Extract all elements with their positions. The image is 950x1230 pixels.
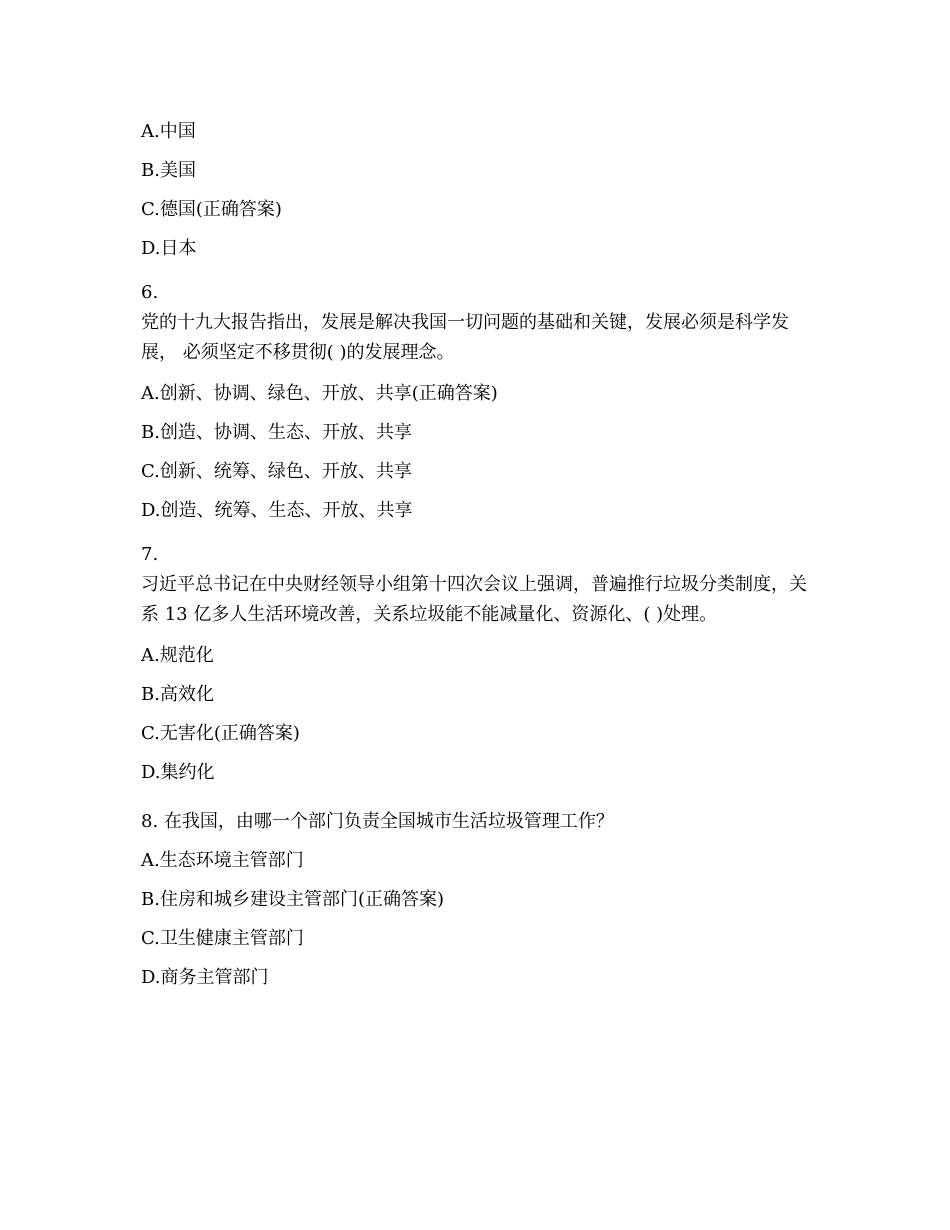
option-a: A.规范化 [141,645,214,666]
option-d: D.创造、统筹、生态、开放、共享 [141,500,413,521]
question-text: 8. 在我国，由哪一个部门负责全国城市生活垃圾管理工作？ [141,811,614,832]
question-text: 习近平总书记在中央财经领导小组第十四次会议上强调，普遍推行垃圾分类制度，关系 13 亿多人生活环境改善，关系垃圾能不能减量化、资源化、( )处理。 [141,574,807,625]
option-d: D.日本 [141,238,197,259]
spacer [141,792,821,802]
option-c: C.创新、统筹、绿色、开放、共享 [141,461,412,482]
option-c: C.卫生健康主管部门 [141,928,304,949]
option-c: C.德国(正确答案) [141,199,282,220]
option-c: C.无害化(正确答案) [141,723,300,744]
question-5-options [141,112,821,268]
option-a: A.创新、协调、绿色、开放、共享(正确答案) [141,383,498,404]
question-8 [141,802,821,997]
spacer [141,530,821,540]
document-page [141,112,821,997]
option-b: B.创造、协调、生态、开放、共享 [141,422,412,443]
question-text: 党的十九大报告指出，发展是解决我国一切问题的基础和关键，发展必须是科学发展， 必须坚定不移贯彻( )的发展理念。 [141,312,789,363]
option-a: A.中国 [141,121,196,142]
option-b: B.住房和城乡建设主管部门(正确答案) [141,889,444,910]
option-d: D.集约化 [141,762,215,783]
question-7 [141,540,821,792]
question-number: 7. [141,544,159,565]
option-b: B.高效化 [141,684,214,705]
question-number: 6. [141,282,159,303]
spacer [141,268,821,278]
option-a: A.生态环境主管部门 [141,850,304,871]
question-6 [141,278,821,530]
option-d: D.商务主管部门 [141,967,269,988]
option-b: B.美国 [141,160,196,181]
